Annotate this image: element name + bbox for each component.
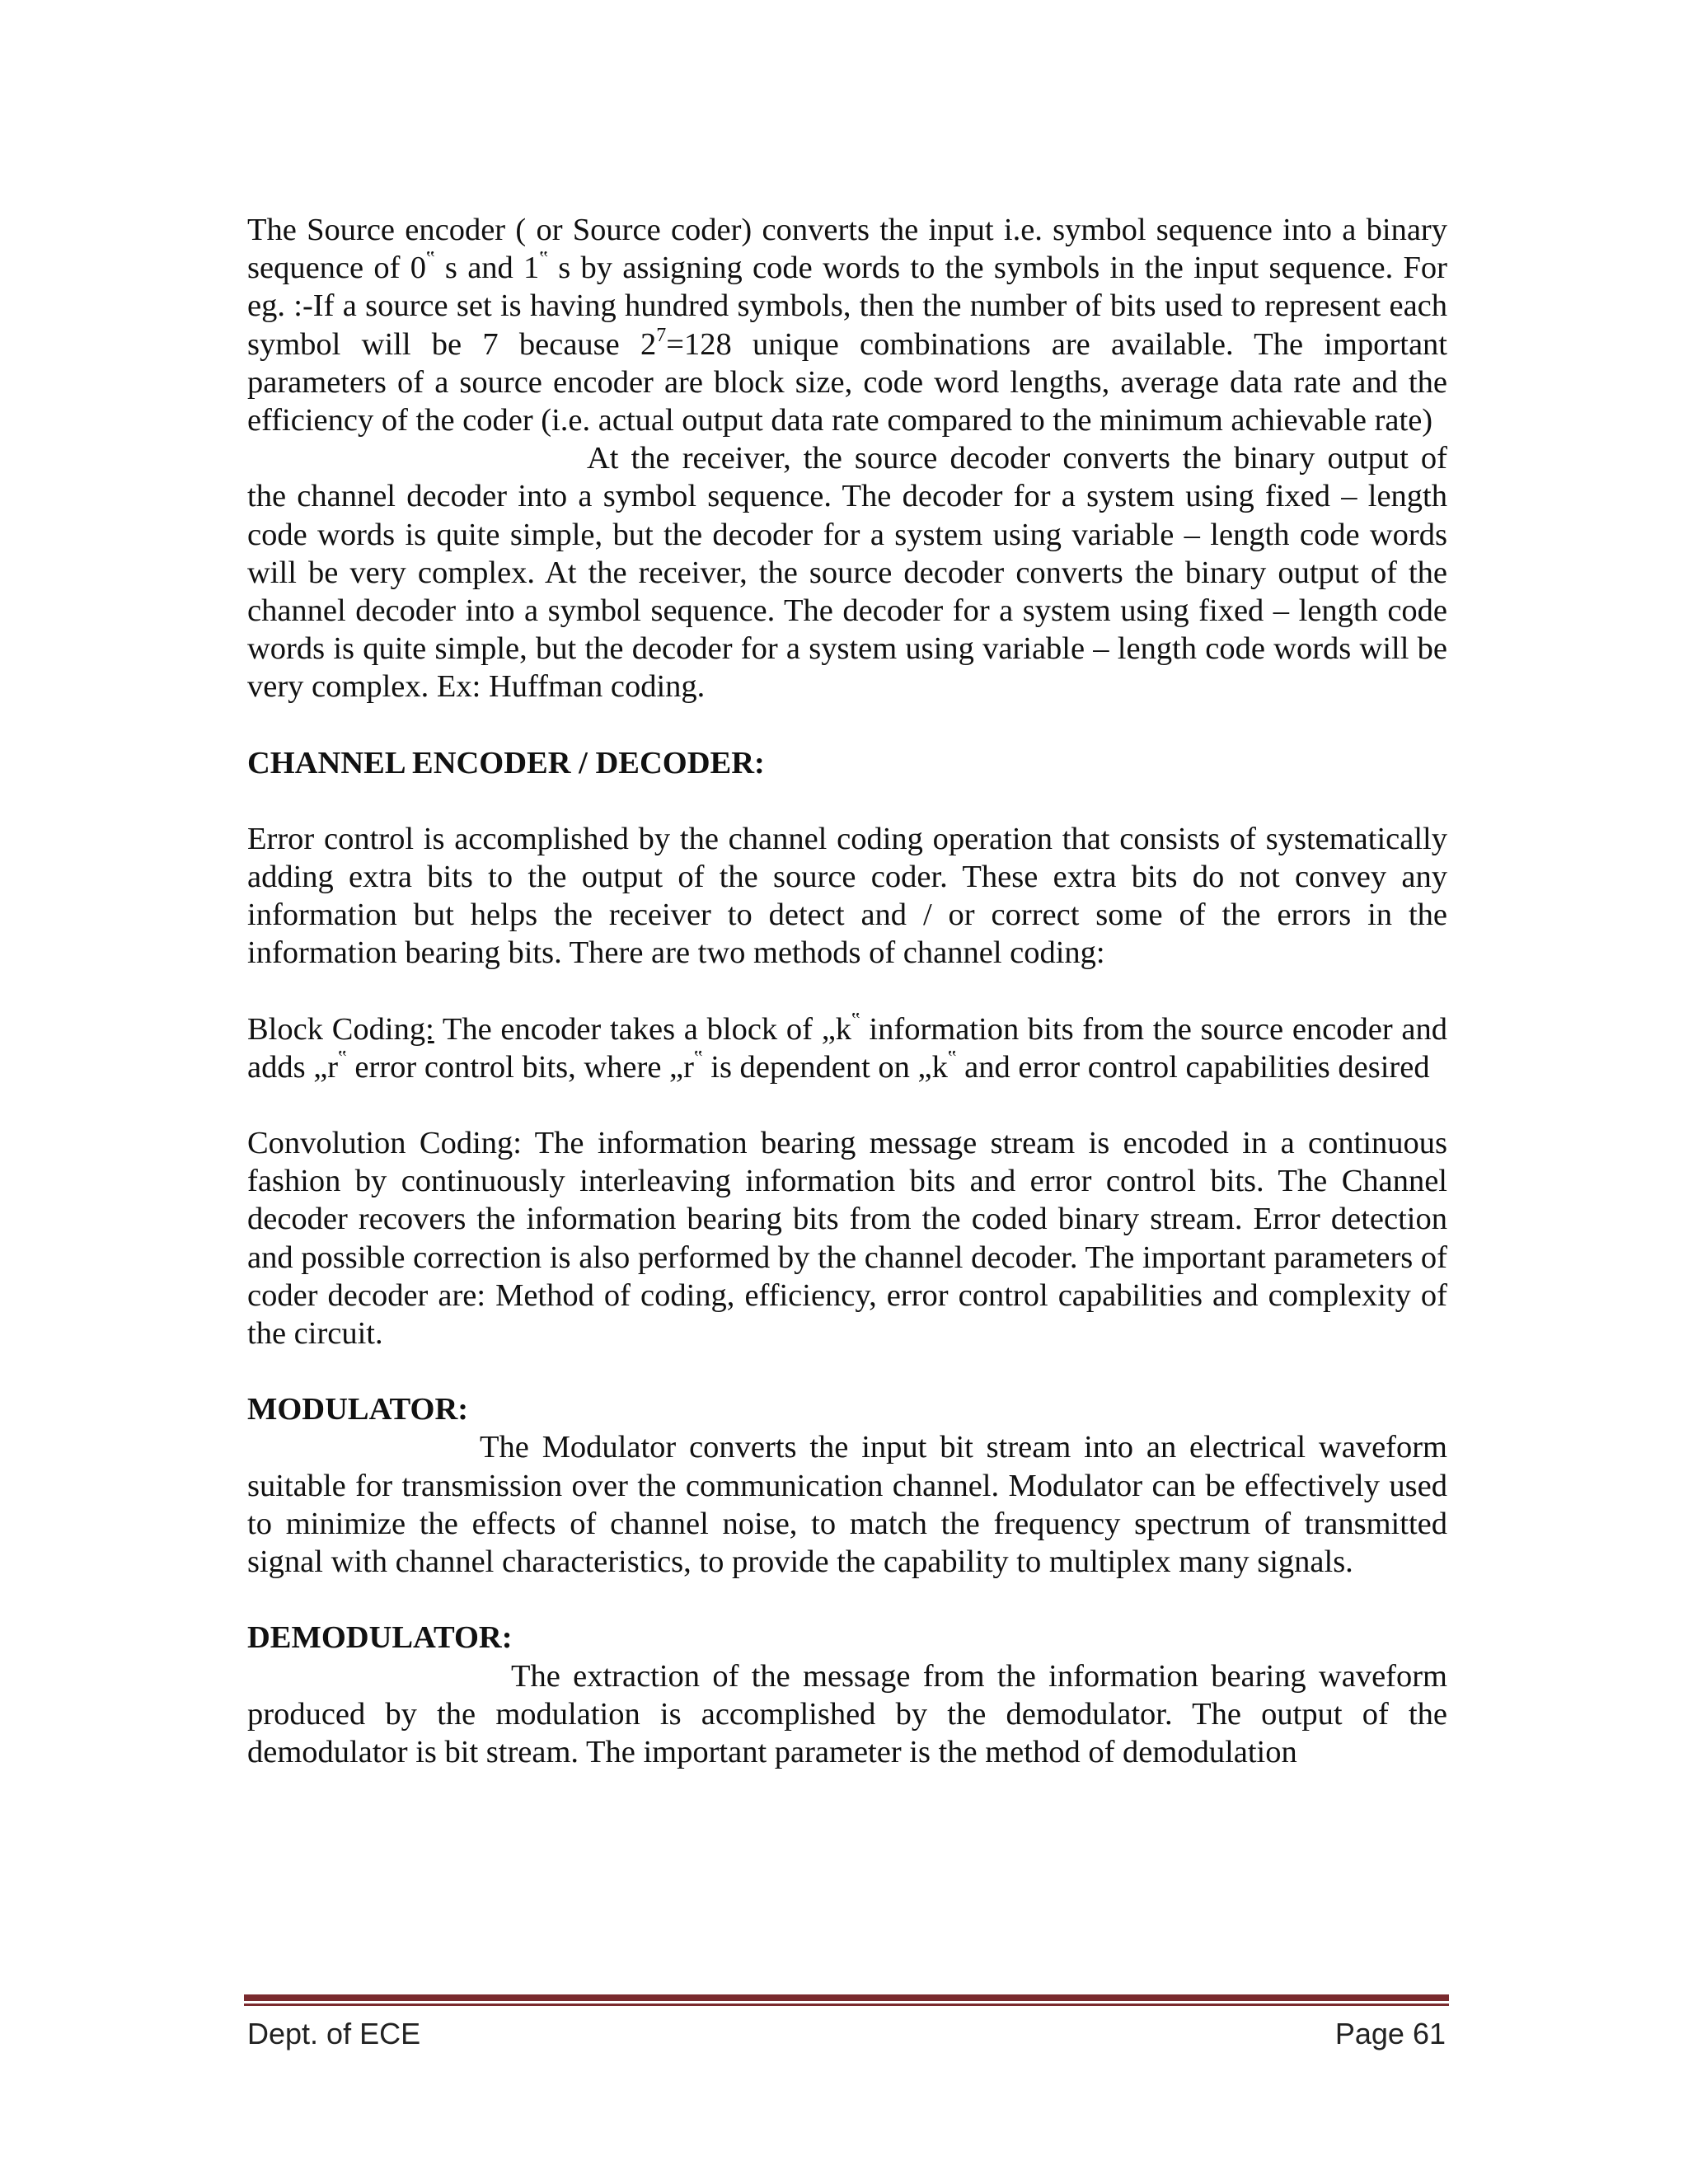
spacer: [247, 782, 1447, 820]
spacer: [247, 706, 1447, 744]
receiver-paragraph: At the receiver, the source decoder converts the binary output of the channel decoder into a symbol sequence. The decoder for a system using fixed – length code words is quite simple, but the decoder for a system using variable – length code words will be very complex. At the receiver, the source decoder converts the binary output of the channel decoder into a symbol sequence. The decoder for a system using fixed – length code words is quite simple, but the decoder for a system using variable – length code words will be very complex. Ex: Huffman coding.: [247, 441, 1447, 705]
block-coding-label-underlined: g:: [409, 1011, 434, 1047]
error-control-paragraph: Error control is accomplished by the channel coding operation that consists of systematically adding extra bits to the output of the source coder. These extra bits do not convey any information but helps the receiver to detect and / or correct some of the errors in the information bearing bits. There are two methods of channel coding:: [247, 821, 1447, 971]
demodulator-paragraph: The extraction of the message from the information bearing waveform produced by the modulation is accomplished by the demodulator. The output of the demodulator is bit stream. The important parameter is the method of demodulation: [247, 1658, 1447, 1769]
text-run: and error control capabilities desired: [956, 1049, 1430, 1085]
text-run: s and 1: [434, 251, 540, 286]
text-run: information bits from the source encoder and adds „r: [247, 1011, 1447, 1085]
modulator-paragraph: The Modulator converts the input bit stream into an electrical waveform suitable for transmission over the communication channel. Modulator can be effectively used to minimize the effects of channel noise, to match the frequency spectrum of transmitted signal with channel characteristics, to provide the capability to multiplex many signals.: [247, 1430, 1447, 1580]
text-run: The encoder takes a block of „k: [434, 1011, 852, 1047]
quote-mark: ‟: [539, 248, 548, 270]
page-footer: [247, 2016, 1446, 2052]
text-run: is dependent on „k: [702, 1049, 948, 1085]
spacer: [247, 1086, 1447, 1124]
block-coding-label: Block Codin: [247, 1011, 410, 1047]
text-run: =128 unique combinations are available. The important parameters of a source encoder are block size, code word lengths, average data rate and the efficiency of the coder (i.e. actual output data rate compared to the minimum achievable rate): [247, 326, 1447, 438]
footer-page-number: Page 61: [1334, 2017, 1446, 2050]
spacer: [247, 972, 1447, 1010]
spacer: [247, 1352, 1447, 1390]
source-encoder-paragraph: [247, 211, 1447, 439]
channel-encoder-heading: CHANNEL ENCODER / DECODER:: [247, 745, 765, 780]
convolution-coding-paragraph: Convolution Coding: The information bearing message stream is encoded in a continuous fashion by continuously interleaving information bits and error control bits. The Channel decoder recovers the information bearing bits from the coded binary stream. Error detection and possible correction is also performed by the channel decoder. The important parameters of coder decoder are: Method of coding, efficiency, error control capabilities and complexity of the circuit.: [247, 1126, 1447, 1352]
spacer: [247, 1581, 1447, 1619]
quote-mark: ‟: [338, 1047, 347, 1069]
footer-rule-thin: [244, 2004, 1449, 2006]
quote-mark: ‟: [693, 1047, 703, 1069]
block-coding-paragraph: [247, 1010, 1447, 1086]
footer-rule: [244, 1994, 1449, 2001]
text-run: s by assigning code words to the symbols in the input sequence. For eg. :-If a source set is having hundred symbols, then the number of bits used to represent each symbol will be 7 because 2: [247, 251, 1448, 362]
page-body: [247, 211, 1447, 1771]
demodulator-heading: DEMODULATOR:: [247, 1620, 513, 1656]
text-run: error control bits, where „r: [346, 1049, 694, 1085]
modulator-heading: MODULATOR:: [247, 1392, 469, 1427]
exponent: 7: [656, 324, 667, 346]
quote-mark: ‟: [425, 248, 435, 270]
quote-mark: ‟: [851, 1009, 860, 1031]
footer-department: Dept. of ECE: [247, 2017, 421, 2050]
quote-mark: ‟: [947, 1047, 957, 1069]
text-run: The Source encoder ( or Source coder) converts the input i.e. symbol sequence into a binary sequence of 0: [247, 213, 1447, 286]
